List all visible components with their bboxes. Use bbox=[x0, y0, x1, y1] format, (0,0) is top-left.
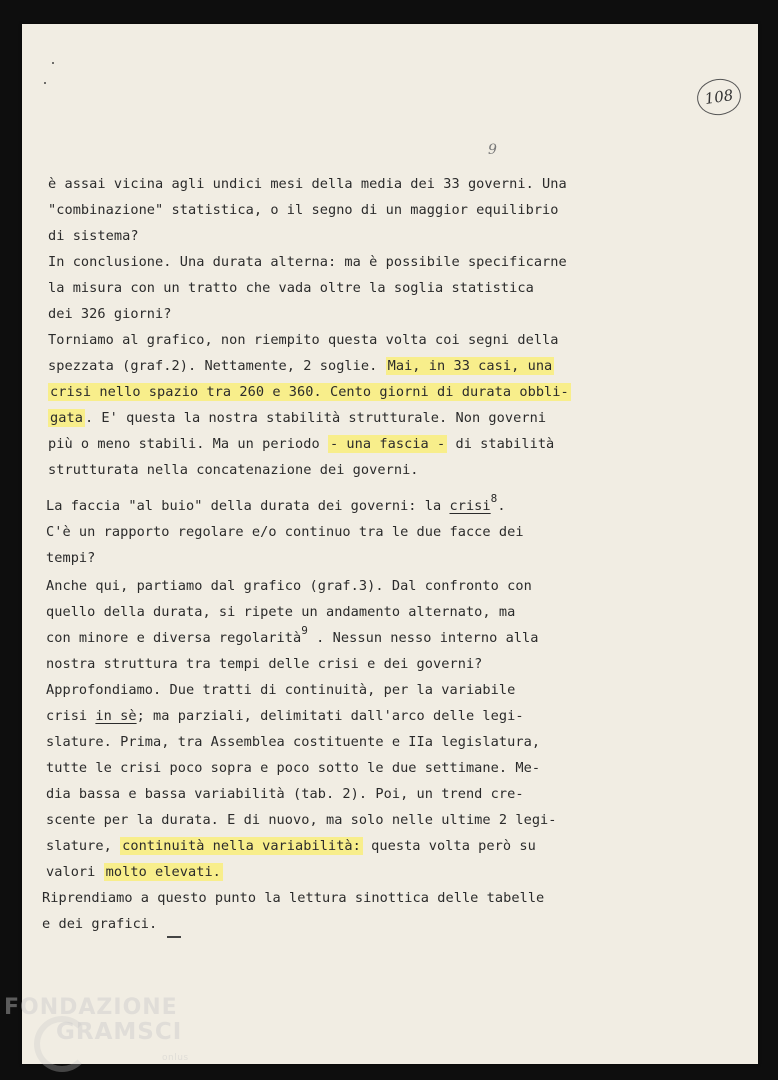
text-segment: Riprendiamo a questo punto la lettura sinottica delle tabelle bbox=[42, 890, 545, 906]
text-segment: ; ma parziali, delimitati dall'arco delle legi- bbox=[136, 708, 524, 724]
text-line bbox=[46, 707, 524, 725]
text-line bbox=[42, 889, 544, 907]
footnote-marker: 9 bbox=[301, 624, 308, 637]
footnote-marker: 8 bbox=[490, 492, 498, 505]
paper-speck bbox=[167, 936, 181, 938]
text-segment: Anche qui, partiamo dal grafico (graf.3). Dal confronto con bbox=[46, 578, 532, 594]
highlighted-text: - una fascia - bbox=[329, 436, 446, 452]
text-segment: di stabilità bbox=[447, 436, 555, 452]
text-line bbox=[48, 253, 567, 271]
watermark-line1: FONDAZIONE bbox=[4, 995, 178, 1020]
text-segment: crisi bbox=[46, 708, 96, 724]
text-line bbox=[46, 624, 539, 647]
text-segment: Approfondiamo. Due tratti di continuità, per la variabile bbox=[46, 682, 516, 698]
text-segment: quello della durata, si ripete un andamento alternato, ma bbox=[46, 604, 516, 620]
text-line bbox=[48, 357, 554, 375]
text-segment: In conclusione. Una durata alterna: ma è possibile specificarne bbox=[48, 254, 567, 270]
text-segment: tutte le crisi poco sopra e poco sotto le due settimane. Me- bbox=[46, 760, 541, 776]
text-line bbox=[46, 549, 95, 567]
text-segment: è assai vicina agli undici mesi della media dei 33 governi. Una bbox=[48, 176, 567, 192]
highlighted-text: continuità nella variabilità: bbox=[122, 838, 361, 854]
text-line bbox=[48, 279, 534, 297]
text-segment: e dei grafici. bbox=[42, 916, 158, 932]
text-line bbox=[46, 863, 223, 881]
text-line bbox=[48, 409, 546, 427]
text-segment: Torniamo al grafico, non riempito questa volta coi segni della bbox=[48, 332, 559, 348]
text-segment: "combinazione" statistica, o il segno di un maggior equilibrio bbox=[48, 202, 559, 218]
text-line bbox=[46, 577, 532, 595]
text-line bbox=[46, 523, 524, 541]
text-line bbox=[48, 435, 554, 453]
highlighted-text: Mai, in 33 casi, una bbox=[387, 358, 553, 374]
text-segment: tempi? bbox=[46, 550, 96, 566]
text-segment: La faccia "al buio" della durata dei governi: la bbox=[46, 498, 450, 514]
text-line bbox=[42, 915, 157, 933]
highlighted-text: gata bbox=[50, 410, 83, 426]
text-line bbox=[48, 461, 419, 479]
text-segment: . Nessun nesso interno alla bbox=[307, 630, 539, 646]
paper-speck bbox=[44, 82, 46, 84]
underlined-text: in sè bbox=[95, 708, 137, 724]
text-line bbox=[46, 759, 540, 777]
text-segment: con minore e diversa regolarità bbox=[46, 630, 302, 646]
text-segment: dei 326 giorni? bbox=[48, 306, 172, 322]
watermark bbox=[4, 995, 189, 1063]
text-line bbox=[48, 175, 567, 193]
text-segment: slature. Prima, tra Assemblea costituente e IIa legislatura, bbox=[46, 734, 541, 750]
text-line bbox=[48, 305, 172, 323]
text-line bbox=[46, 785, 524, 803]
highlighted-text: crisi nello spazio tra 260 e 360. Cento giorni di durata obbli- bbox=[50, 384, 569, 400]
text-segment: . bbox=[497, 498, 506, 514]
text-line bbox=[46, 733, 540, 751]
page-number: 9 bbox=[488, 142, 497, 158]
text-segment: più o meno stabili. Ma un periodo bbox=[48, 436, 328, 452]
text-line bbox=[46, 492, 506, 515]
text-segment: valori bbox=[46, 864, 104, 880]
text-line bbox=[48, 227, 139, 245]
text-line bbox=[48, 331, 559, 349]
text-line bbox=[46, 811, 557, 829]
text-segment: nostra struttura tra tempi delle crisi e dei governi? bbox=[46, 656, 483, 672]
text-line bbox=[46, 681, 515, 699]
text-segment: C'è un rapporto regolare e/o continuo tra le due facce dei bbox=[46, 524, 524, 540]
watermark-line2: GRAMSCI bbox=[56, 1019, 183, 1045]
archive-page-stamp: 108 bbox=[695, 76, 744, 118]
text-segment: . E' questa la nostra stabilità strutturale. Non governi bbox=[84, 410, 547, 426]
paper-speck bbox=[52, 62, 54, 64]
highlighted-text: molto elevati. bbox=[105, 864, 221, 880]
text-line bbox=[48, 201, 559, 219]
underlined-text: crisi bbox=[449, 498, 491, 514]
text-segment: di sistema? bbox=[48, 228, 139, 244]
watermark-sub: onlus bbox=[162, 1053, 189, 1063]
text-segment: questa volta però su bbox=[362, 838, 536, 854]
text-segment: la misura con un tratto che vada oltre la soglia statistica bbox=[48, 280, 534, 296]
text-segment: slature, bbox=[46, 838, 121, 854]
text-line bbox=[46, 837, 536, 855]
text-segment: strutturata nella concatenazione dei governi. bbox=[48, 462, 419, 478]
text-line bbox=[46, 603, 515, 621]
text-segment: spezzata (graf.2). Nettamente, 2 soglie. bbox=[48, 358, 386, 374]
text-line bbox=[48, 383, 571, 401]
text-line bbox=[46, 655, 482, 673]
text-segment: scente per la durata. E di nuovo, ma solo nelle ultime 2 legi- bbox=[46, 812, 557, 828]
text-segment: dia bassa e bassa variabilità (tab. 2). Poi, un trend cre- bbox=[46, 786, 524, 802]
document-page bbox=[22, 24, 758, 1064]
